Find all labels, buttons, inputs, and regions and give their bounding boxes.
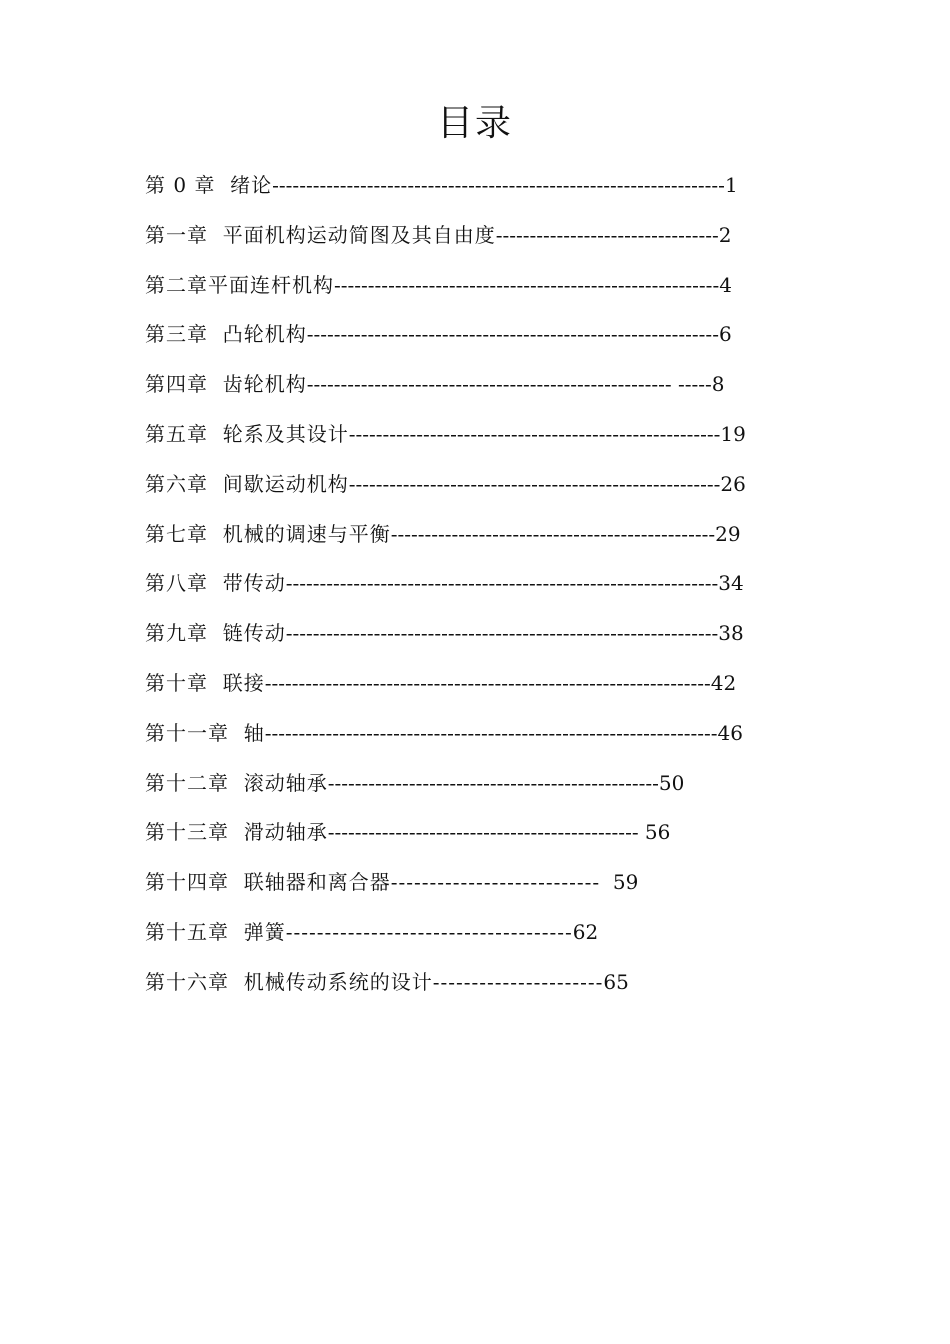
toc-entry bbox=[145, 815, 785, 865]
toc-leader: --------------------------------- bbox=[495, 222, 719, 247]
toc-entry-title: 凸轮机构 bbox=[222, 322, 307, 347]
toc-title: 目录 bbox=[436, 103, 513, 144]
toc-entry bbox=[145, 417, 785, 467]
toc-leader: ---------------------- bbox=[432, 969, 604, 994]
toc-page-number: 8 bbox=[711, 372, 725, 397]
toc-page-number: 4 bbox=[719, 272, 732, 297]
toc-entry-title: 平面连杆机构 bbox=[208, 272, 334, 297]
toc-page-number: 56 bbox=[638, 820, 671, 845]
toc-leader: ---------------------------------------------------------------- bbox=[285, 571, 719, 596]
toc-leader: ------------------------------------------------------------------ bbox=[264, 670, 711, 695]
toc-page-number: 2 bbox=[718, 222, 732, 247]
toc-page-number: 19 bbox=[720, 421, 746, 446]
toc-leader: ------------------------------------------------------ ----- bbox=[306, 372, 712, 397]
toc-leader: ------------------------------------------------- bbox=[327, 770, 659, 795]
toc-entry-title: 轮系及其设计 bbox=[222, 421, 349, 446]
toc-entry-title: 弹簧 bbox=[243, 919, 286, 944]
toc-entry-title: 齿轮机构 bbox=[222, 372, 307, 397]
toc-chapter-number: 第二章 bbox=[145, 272, 208, 297]
toc-page-number: 38 bbox=[718, 621, 744, 646]
toc-entry-title: 联接 bbox=[222, 670, 265, 695]
toc-entry bbox=[145, 367, 785, 417]
toc-entry bbox=[145, 865, 785, 915]
toc-page-number: 29 bbox=[715, 521, 741, 546]
toc-chapter-number: 第三章 bbox=[145, 322, 223, 347]
toc-entry-title: 滚动轴承 bbox=[243, 770, 328, 795]
toc-entry bbox=[145, 317, 785, 367]
toc-entry bbox=[145, 766, 785, 816]
toc-leader: --------------------------------------------------------- bbox=[334, 272, 720, 297]
toc-leader: ------------------------------------------------------- bbox=[348, 471, 721, 496]
toc-entry bbox=[145, 218, 785, 268]
toc-entry bbox=[145, 566, 785, 616]
toc-chapter-number: 第八章 bbox=[145, 571, 223, 596]
toc-entry bbox=[145, 716, 785, 766]
toc-leader: ---------------------------------------------------------------- bbox=[285, 621, 719, 646]
toc-list bbox=[145, 168, 785, 1015]
toc-entry bbox=[145, 965, 785, 1015]
toc-entry-title: 滑动轴承 bbox=[243, 820, 328, 845]
toc-page-number: 42 bbox=[710, 670, 737, 695]
toc-entry bbox=[145, 915, 785, 965]
toc-chapter-number: 第七章 bbox=[145, 521, 223, 546]
toc-chapter-number: 第一章 bbox=[145, 222, 223, 247]
toc-entry-title: 轴 bbox=[243, 720, 265, 745]
toc-leader: ------------------------------------------------------------------- bbox=[272, 173, 725, 197]
toc-chapter-number: 第十六章 bbox=[145, 969, 244, 994]
toc-leader: ------------------------------------------------------------------- bbox=[264, 720, 718, 745]
toc-entry bbox=[145, 616, 785, 666]
toc-entry-title: 带传动 bbox=[222, 571, 286, 596]
toc-entry bbox=[145, 517, 785, 567]
toc-entry-title: 间歇运动机构 bbox=[222, 471, 349, 496]
toc-entry-title: 机械的调速与平衡 bbox=[222, 521, 391, 546]
toc-chapter-number: 第十五章 bbox=[145, 919, 244, 944]
toc-leader: ------------------------------------- bbox=[285, 919, 573, 944]
toc-leader: ------------------------------------------------ bbox=[390, 521, 716, 546]
toc-chapter-number: 第四章 bbox=[145, 372, 223, 397]
toc-entry bbox=[145, 268, 785, 318]
toc-page-number: 65 bbox=[603, 969, 629, 994]
toc-page-number: 1 bbox=[724, 173, 738, 197]
toc-chapter-number: 第六章 bbox=[145, 471, 223, 496]
toc-entry-title: 平面机构运动简图及其自由度 bbox=[222, 222, 496, 247]
toc-entry bbox=[145, 467, 785, 517]
toc-page-number: 6 bbox=[718, 322, 732, 347]
toc-chapter-number: 第十二章 bbox=[145, 770, 244, 795]
toc-chapter-number: 第十四章 bbox=[145, 870, 244, 895]
toc-entry-title: 链传动 bbox=[222, 621, 286, 646]
toc-leader: ---------------------------------------------- bbox=[327, 820, 639, 845]
toc-leader: ------------------------------------------------------------- bbox=[306, 322, 719, 347]
toc-page-number: 26 bbox=[720, 471, 746, 496]
toc-page-number: 50 bbox=[658, 770, 685, 795]
toc-chapter-number: 第五章 bbox=[145, 421, 223, 446]
toc-chapter-number: 第十章 bbox=[145, 670, 223, 695]
toc-page-number: 34 bbox=[718, 571, 744, 596]
toc-page-number: 62 bbox=[572, 919, 599, 944]
toc-leader: ------------------------------------------------------- bbox=[348, 421, 721, 446]
toc-chapter-number: 第九章 bbox=[145, 621, 223, 646]
toc-entry-title: 机械传动系统的设计 bbox=[243, 969, 433, 994]
toc-chapter-number: 第 0 章 bbox=[145, 173, 231, 197]
toc-entry-title: 绪论 bbox=[230, 173, 273, 197]
toc-entry bbox=[145, 666, 785, 716]
toc-page-number: 46 bbox=[717, 720, 743, 745]
toc-leader: --------------------------- bbox=[390, 870, 601, 895]
toc-chapter-number: 第十三章 bbox=[145, 820, 244, 845]
toc-chapter-number: 第十一章 bbox=[145, 720, 244, 745]
toc-entry-title: 联轴器和离合器 bbox=[243, 870, 391, 895]
toc-entry bbox=[145, 168, 785, 218]
toc-page-number: 59 bbox=[600, 870, 639, 895]
